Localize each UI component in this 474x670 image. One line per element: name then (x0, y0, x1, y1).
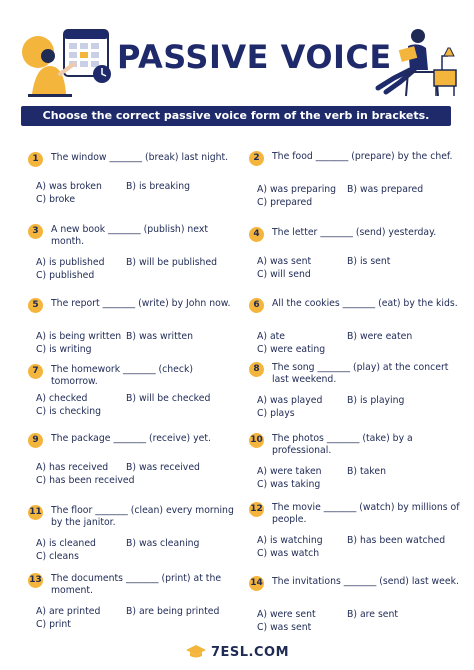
option-a[interactable]: A) was sent (257, 256, 312, 267)
question-text: The documents _______ (print) at the moment. (51, 573, 222, 596)
option-c[interactable]: C) prepared (257, 197, 313, 208)
option-c[interactable]: C) has been received (36, 475, 135, 486)
option-a[interactable]: A) is cleaned (36, 538, 96, 549)
answer-options (36, 537, 236, 563)
option-b[interactable]: B) taken (347, 466, 386, 477)
option-c[interactable]: C) was watch (257, 548, 320, 559)
header (0, 0, 474, 100)
question-number: 11 (28, 505, 43, 520)
page-title: PASSIVE VOICE (117, 38, 392, 76)
option-a[interactable]: A) were taken (257, 466, 322, 477)
answer-options (257, 183, 457, 209)
option-c[interactable]: C) broke (36, 194, 76, 205)
question-text: The movie _______ (watch) by millions of people. (272, 502, 460, 525)
question-text: The photos _______ (take) by a professional. (272, 433, 413, 456)
answer-options (257, 394, 457, 420)
question-number: 9 (28, 433, 43, 448)
question-text: All the cookies _______ (eat) by the kids. (272, 298, 458, 309)
logo-text: 7ESL.COM (210, 644, 290, 660)
question-text: The song _______ (play) at the concert last weekend. (272, 362, 449, 385)
question-text: The food _______ (prepare) by the chef. (272, 151, 453, 162)
question-text: The report _______ (write) by John now. (51, 298, 231, 309)
option-b[interactable]: B) is sent (347, 256, 391, 267)
option-c[interactable]: C) is writing (36, 344, 92, 355)
option-c[interactable]: C) was taking (257, 479, 321, 490)
instruction-banner: Choose the correct passive voice form of the verb in brackets. (21, 106, 451, 126)
question-number: 14 (249, 576, 264, 591)
question-text: The invitations _______ (send) last week. (272, 576, 459, 587)
question-text: A new book _______ (publish) next month. (51, 224, 208, 247)
answer-options (36, 392, 236, 418)
question-number: 7 (28, 364, 43, 379)
answer-options (36, 256, 236, 282)
option-c[interactable]: C) cleans (36, 551, 79, 562)
option-b[interactable]: B) were eaten (347, 331, 413, 342)
answer-options (36, 605, 236, 631)
option-b[interactable]: B) will be published (126, 257, 218, 268)
answer-options (257, 255, 457, 281)
option-a[interactable]: A) were sent (257, 609, 316, 620)
option-b[interactable]: B) was written (126, 331, 193, 342)
option-c[interactable]: C) published (36, 270, 95, 281)
question-number: 3 (28, 224, 43, 239)
answer-options (257, 465, 457, 491)
site-logo (185, 644, 289, 660)
option-b[interactable]: B) will be checked (126, 393, 211, 404)
question-number: 5 (28, 298, 43, 313)
answer-options (36, 180, 236, 206)
option-b[interactable]: B) are being printed (126, 606, 220, 617)
reading-man-illustration (364, 26, 464, 98)
question-text: The window _______ (break) last night. (51, 152, 229, 163)
answer-options (257, 608, 457, 634)
option-a[interactable]: A) checked (36, 393, 88, 404)
question-text: The package _______ (receive) yet. (51, 433, 211, 444)
option-c[interactable]: C) will send (257, 269, 311, 280)
graduation-cap-icon (185, 644, 207, 660)
option-b[interactable]: B) was received (126, 462, 200, 473)
calendar-woman-illustration (20, 22, 115, 100)
option-a[interactable]: A) is watching (257, 535, 323, 546)
option-b[interactable]: B) are sent (347, 609, 399, 620)
question-number: 6 (249, 298, 264, 313)
answer-options (36, 330, 236, 356)
question-text: The floor _______ (clean) every morning by the janitor. (51, 505, 234, 528)
question-number: 2 (249, 151, 264, 166)
question-number: 12 (249, 502, 264, 517)
question-number: 13 (28, 573, 43, 588)
option-c[interactable]: C) is checking (36, 406, 102, 417)
answer-options (257, 534, 457, 560)
question-text: The homework _______ (check) tomorrow. (51, 364, 194, 387)
question-number: 8 (249, 362, 264, 377)
option-c[interactable]: C) was sent (257, 622, 312, 633)
option-a[interactable]: A) was broken (36, 181, 102, 192)
option-b[interactable]: B) has been watched (347, 535, 446, 546)
option-b[interactable]: B) was prepared (347, 184, 424, 195)
option-c[interactable]: C) print (36, 619, 71, 630)
option-b[interactable]: B) was cleaning (126, 538, 200, 549)
option-a[interactable]: A) is published (36, 257, 105, 268)
option-a[interactable]: A) has received (36, 462, 109, 473)
option-b[interactable]: B) is playing (347, 395, 405, 406)
option-c[interactable]: C) were eating (257, 344, 326, 355)
option-a[interactable]: A) is being written (36, 331, 122, 342)
question-number: 10 (249, 433, 264, 448)
answer-options (257, 330, 457, 356)
question-number: 4 (249, 227, 264, 242)
option-c[interactable]: C) plays (257, 408, 295, 419)
option-a[interactable]: A) ate (257, 331, 286, 342)
option-a[interactable]: A) was played (257, 395, 323, 406)
question-number: 1 (28, 152, 43, 167)
footer (0, 644, 474, 664)
question-text: The letter _______ (send) yesterday. (272, 227, 437, 238)
option-a[interactable]: A) are printed (36, 606, 101, 617)
option-b[interactable]: B) is breaking (126, 181, 191, 192)
answer-options (36, 461, 236, 487)
option-a[interactable]: A) was preparing (257, 184, 337, 195)
